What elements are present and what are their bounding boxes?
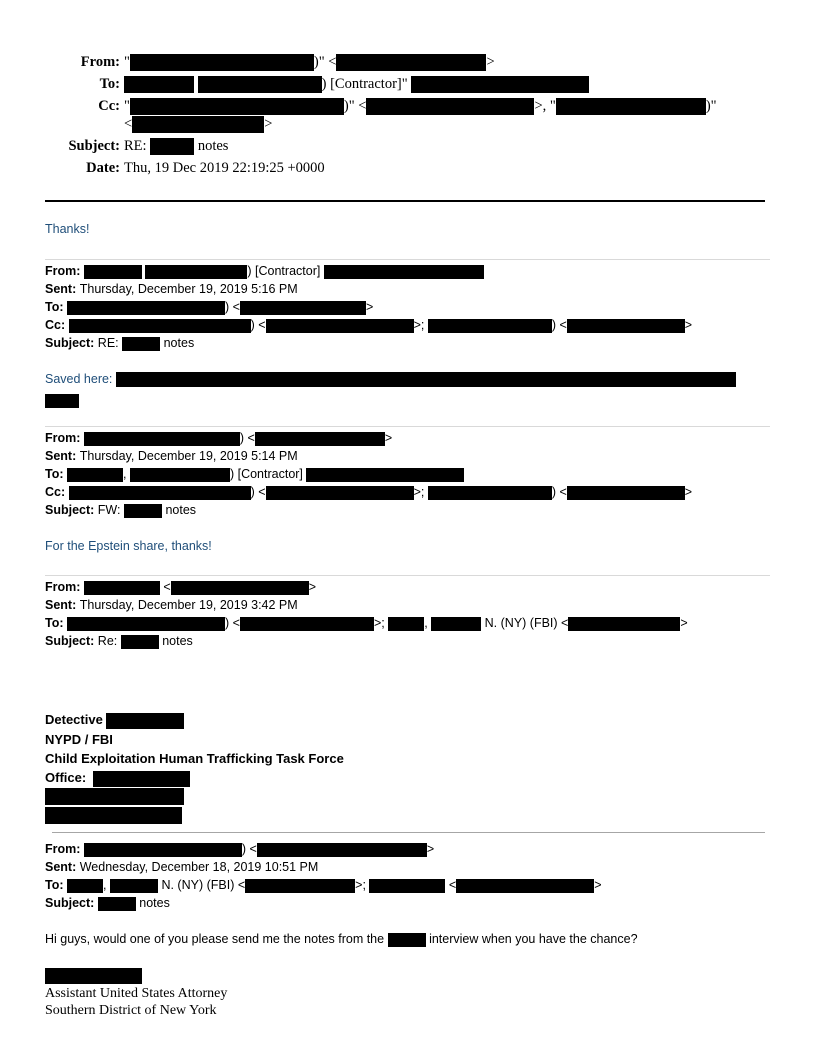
msg1-cc-line — [45, 318, 692, 333]
msg4-body-line — [45, 932, 638, 947]
to-sep: >; — [355, 878, 366, 892]
subject-label: Subject: — [45, 336, 95, 350]
to-text: ) [Contractor]" — [321, 76, 408, 92]
redaction-box — [324, 265, 484, 279]
redaction-box — [106, 713, 184, 729]
to-comma: , — [424, 616, 428, 630]
msg2-cc-line — [45, 485, 692, 500]
redaction-box — [428, 486, 552, 500]
cc2-close: > — [264, 116, 273, 132]
cc-value — [124, 98, 717, 115]
redaction-box — [67, 301, 225, 315]
sent-label: Sent: — [45, 449, 77, 463]
redaction-box — [388, 617, 424, 631]
message-divider — [45, 259, 770, 260]
subject-label: Subject: — [45, 634, 95, 648]
office-label: Office: — [45, 770, 87, 785]
to-comma: , — [103, 878, 107, 892]
to-label: To: — [45, 878, 64, 892]
to-agency: N. (NY) (FBI) < — [161, 878, 246, 892]
redaction-box — [121, 635, 159, 649]
redaction-box — [110, 879, 158, 893]
subject-label: Subject: — [68, 138, 120, 154]
cc-label: Cc: — [45, 318, 66, 332]
redaction-box — [130, 54, 314, 71]
to-value — [124, 76, 589, 93]
msg4-to-line — [45, 878, 602, 893]
sent-value: Thursday, December 19, 2019 3:42 PM — [79, 598, 298, 612]
saved-here-text: Saved here: — [45, 372, 113, 386]
from-sep: ) < — [241, 842, 257, 856]
subject-text: notes — [163, 336, 195, 350]
redaction-box — [145, 265, 247, 279]
msg2-from-line — [45, 431, 392, 446]
from-text: ) [Contractor] — [247, 264, 321, 278]
from-sep: < — [163, 580, 171, 594]
signature-redacted-line — [45, 806, 182, 824]
redaction-box — [124, 504, 162, 518]
from-end: > — [384, 431, 393, 445]
redaction-box — [45, 394, 79, 408]
redaction-box — [124, 76, 194, 93]
redaction-box — [388, 933, 426, 947]
redaction-box — [171, 581, 309, 595]
to-sep: ) < — [225, 616, 240, 630]
redaction-box — [84, 432, 240, 446]
redaction-box — [45, 807, 182, 824]
to-agency: N. (NY) (FBI) < — [484, 616, 569, 630]
redaction-box — [369, 879, 445, 893]
cc-value-line2 — [124, 116, 272, 133]
sent-label: Sent: — [45, 282, 77, 296]
redaction-box — [336, 54, 486, 71]
subject-label: Subject: — [45, 503, 95, 517]
from-quote: " — [124, 54, 130, 70]
msg1-from-line — [45, 264, 484, 279]
redaction-box — [67, 879, 103, 893]
subject-prefix: Re: — [97, 634, 118, 648]
msg4-subject-line — [45, 896, 170, 911]
redaction-box — [431, 617, 481, 631]
cc-sep: >; — [413, 318, 425, 332]
redaction-box — [84, 581, 160, 595]
redaction-box — [130, 468, 230, 482]
redaction-box — [132, 116, 264, 133]
subject-text: notes — [162, 634, 193, 648]
to-sep: < — [448, 878, 457, 892]
signature-task-force: Child Exploitation Human Trafficking Task Force — [45, 751, 344, 766]
closing-office: Southern District of New York — [45, 1003, 217, 1018]
from-label: From: — [80, 54, 120, 70]
sent-label: Sent: — [45, 598, 77, 612]
redaction-box — [240, 301, 366, 315]
redaction-box — [266, 486, 414, 500]
msg3-subject-line — [45, 634, 193, 649]
redaction-box — [556, 98, 706, 115]
signature-redacted-line — [45, 787, 184, 805]
closing-redacted-name — [45, 967, 142, 985]
msg3-from-line — [45, 580, 316, 595]
signature-title-line — [45, 712, 184, 729]
cc-end: > — [684, 485, 693, 499]
cc-label: Cc: — [98, 98, 120, 114]
from-end: > — [486, 54, 495, 70]
signature-agency: NYPD / FBI — [45, 732, 113, 747]
redaction-box — [69, 319, 251, 333]
redaction-box — [69, 486, 251, 500]
msg2-to-line — [45, 467, 464, 482]
from-sep: )" < — [313, 54, 337, 70]
redaction-box — [67, 468, 123, 482]
redaction-box — [198, 76, 322, 93]
from-sep: ) < — [239, 431, 255, 445]
message-divider — [45, 426, 770, 427]
from-label: From: — [45, 842, 81, 856]
redaction-box — [366, 98, 534, 115]
redaction-box — [122, 337, 160, 351]
redaction-box — [130, 98, 344, 115]
cc-end: )" — [705, 98, 717, 114]
cc-sep: ) < — [250, 485, 266, 499]
signature-office-line — [45, 770, 190, 787]
redaction-box — [67, 617, 225, 631]
redaction-box — [84, 843, 242, 857]
body-text: Hi guys, would one of you please send me the notes from the — [45, 932, 385, 946]
cc-end: > — [684, 318, 693, 332]
msg4-sent-line — [45, 860, 318, 874]
subject-text: notes — [197, 138, 229, 154]
from-label: From: — [45, 264, 81, 278]
date-label: Date: — [86, 160, 120, 176]
msg3-sent-line — [45, 598, 298, 612]
subject-prefix: RE: — [97, 336, 119, 350]
redaction-box — [257, 843, 427, 857]
subject-label: Subject: — [45, 896, 95, 910]
msg3-to-line — [45, 616, 688, 631]
sent-value: Wednesday, December 18, 2019 10:51 PM — [79, 860, 319, 874]
redaction-box — [98, 897, 136, 911]
redaction-box — [84, 265, 142, 279]
to-end: > — [594, 878, 602, 892]
subject-value — [124, 138, 228, 155]
cc-label: Cc: — [45, 485, 66, 499]
message-divider — [52, 832, 765, 833]
redaction-box — [567, 319, 685, 333]
cc-sep: ) < — [250, 318, 266, 332]
to-label: To: — [45, 300, 64, 314]
sent-label: Sent: — [45, 860, 77, 874]
to-text: ) [Contractor] — [229, 467, 303, 481]
sent-value: Thursday, December 19, 2019 5:16 PM — [79, 282, 298, 296]
to-label: To: — [45, 616, 64, 630]
from-end: > — [426, 842, 435, 856]
msg1-sent-line — [45, 282, 298, 296]
redaction-box — [45, 788, 184, 805]
message-divider — [45, 575, 770, 576]
to-sep: >; — [373, 616, 385, 630]
redaction-box — [428, 319, 552, 333]
redaction-box — [456, 879, 594, 893]
to-comma: , — [123, 467, 127, 481]
redaction-box — [93, 771, 190, 787]
redaction-box — [150, 138, 194, 155]
redaction-box — [116, 372, 736, 387]
cc-sep2: >, " — [534, 98, 556, 114]
to-label: To: — [99, 76, 120, 92]
cc2-open: < — [124, 116, 133, 132]
sent-value: Thursday, December 19, 2019 5:14 PM — [79, 449, 298, 463]
msg2-subject-line — [45, 503, 196, 518]
from-label: From: — [45, 431, 81, 445]
redaction-box — [240, 617, 374, 631]
redaction-box — [266, 319, 414, 333]
redaction-box — [45, 968, 142, 984]
msg1-subject-line — [45, 336, 194, 351]
subject-text: notes — [139, 896, 170, 910]
saved-here-line2 — [45, 392, 79, 410]
saved-here-line — [45, 372, 736, 387]
cc-quote: " — [124, 98, 130, 114]
body-text: interview when you have the chance? — [429, 932, 638, 946]
header-divider — [45, 200, 765, 202]
redaction-box — [411, 76, 589, 93]
from-label: From: — [45, 580, 81, 594]
subject-text: notes — [165, 503, 197, 517]
to-end: > — [680, 616, 688, 630]
redaction-box — [306, 468, 464, 482]
thanks-text: Thanks! — [45, 222, 90, 236]
signature-title: Detective — [45, 712, 103, 727]
to-sep: ) < — [225, 300, 240, 314]
msg2-sent-line — [45, 449, 298, 463]
cc-sep: >; — [413, 485, 425, 499]
redaction-box — [568, 617, 680, 631]
closing-title: Assistant United States Attorney — [45, 986, 228, 1001]
cc-sep: )" < — [343, 98, 367, 114]
to-end: > — [365, 300, 374, 314]
msg1-to-line — [45, 300, 373, 315]
cc-sep: ) < — [551, 485, 567, 499]
epstein-share-text: For the Epstein share, thanks! — [45, 539, 212, 553]
to-label: To: — [45, 467, 64, 481]
msg4-from-line — [45, 842, 434, 857]
from-value — [124, 54, 495, 71]
date-value: Thu, 19 Dec 2019 22:19:25 +0000 — [124, 160, 325, 176]
subject-prefix: RE: — [124, 138, 147, 154]
cc-sep: ) < — [551, 318, 567, 332]
redaction-box — [255, 432, 385, 446]
from-end: > — [308, 580, 317, 594]
redaction-box — [245, 879, 355, 893]
subject-prefix: FW: — [97, 503, 121, 517]
redaction-box — [567, 486, 685, 500]
